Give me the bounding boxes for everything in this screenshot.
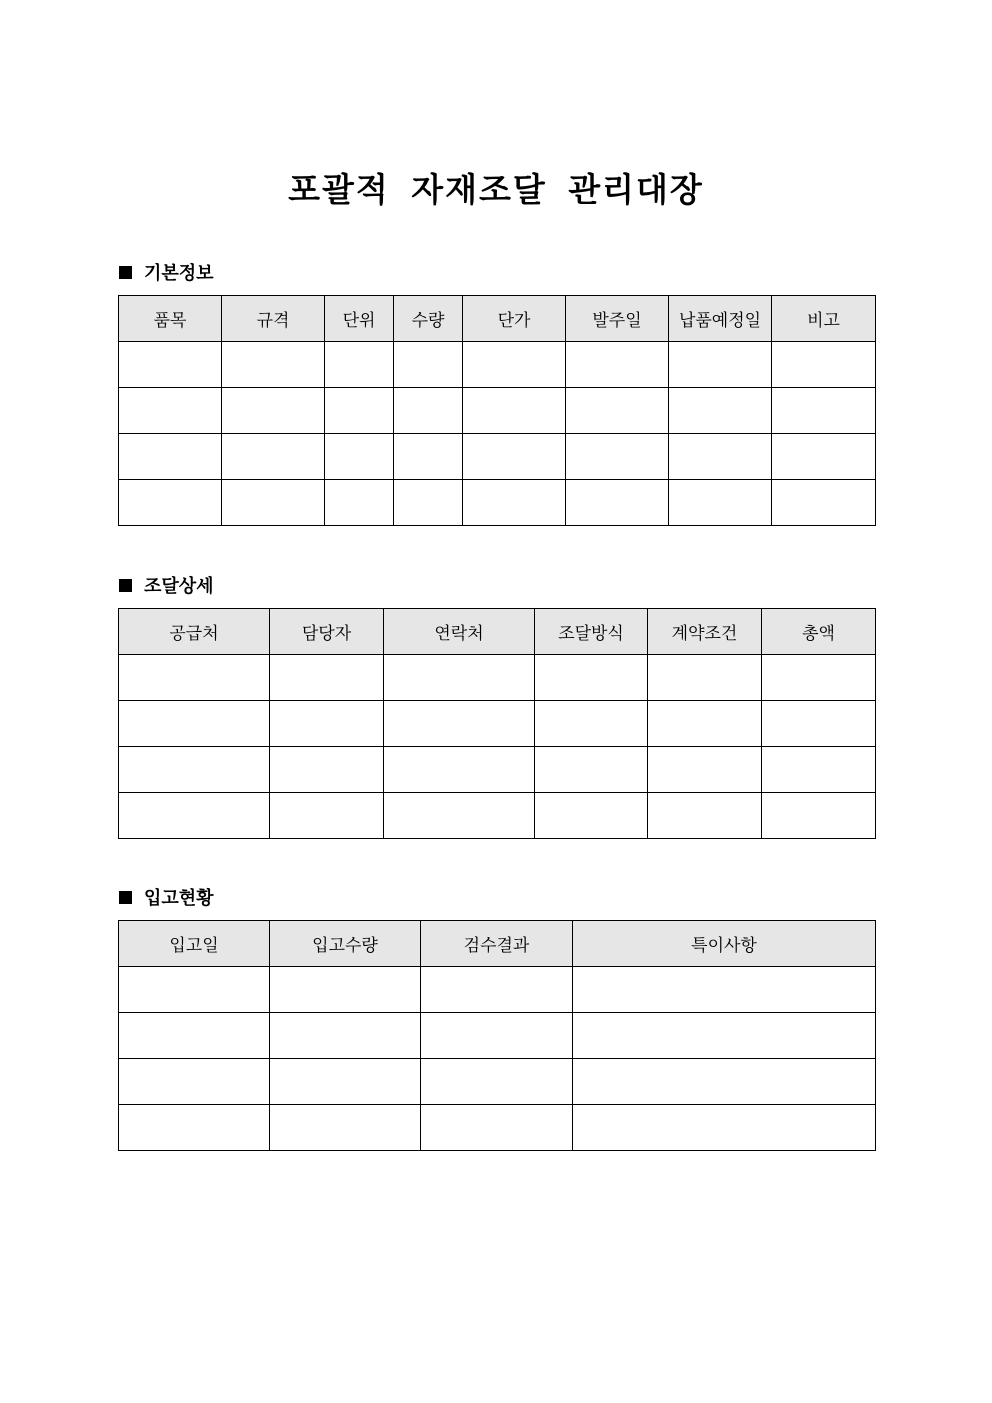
table-cell[interactable] [772, 480, 876, 526]
column-header: 총액 [762, 609, 876, 655]
table-cell[interactable] [566, 388, 669, 434]
table-cell[interactable] [762, 655, 876, 701]
section-heading-basic-info [119, 259, 214, 285]
table-cell[interactable] [566, 434, 669, 480]
table-cell[interactable] [270, 793, 384, 839]
table-cell[interactable] [421, 1013, 573, 1059]
table-cell[interactable] [394, 434, 463, 480]
table-row [119, 655, 876, 701]
table-row [119, 1105, 876, 1151]
table-cell[interactable] [119, 1059, 270, 1105]
column-header: 품목 [119, 296, 222, 342]
table-cell[interactable] [535, 793, 648, 839]
table-row [119, 747, 876, 793]
table-cell[interactable] [119, 701, 270, 747]
table-cell[interactable] [421, 967, 573, 1013]
table-cell[interactable] [648, 655, 762, 701]
table-cell[interactable] [463, 434, 566, 480]
table-cell[interactable] [669, 388, 772, 434]
table-cell[interactable] [325, 480, 394, 526]
table-cell[interactable] [648, 793, 762, 839]
table-row [119, 1059, 876, 1105]
table-row [119, 434, 876, 480]
table-row [119, 701, 876, 747]
section-heading-receiving-status [119, 884, 214, 910]
column-header: 비고 [772, 296, 876, 342]
column-header: 특이사항 [573, 921, 876, 967]
table-cell[interactable] [270, 655, 384, 701]
table-cell[interactable] [119, 655, 270, 701]
table-cell[interactable] [270, 1059, 421, 1105]
column-header: 입고일 [119, 921, 270, 967]
column-header: 연락처 [384, 609, 535, 655]
table-row [119, 388, 876, 434]
section-heading-label: 입고현황 [144, 888, 214, 909]
receiving-status-table [118, 920, 876, 1151]
table-cell[interactable] [325, 342, 394, 388]
table-cell[interactable] [384, 747, 535, 793]
table-cell[interactable] [762, 701, 876, 747]
table-header-row [119, 296, 876, 342]
table-cell[interactable] [384, 793, 535, 839]
table-cell[interactable] [669, 342, 772, 388]
column-header: 규격 [222, 296, 325, 342]
table-cell[interactable] [648, 747, 762, 793]
column-header: 계약조건 [648, 609, 762, 655]
table-cell[interactable] [566, 480, 669, 526]
table-row [119, 1013, 876, 1059]
table-cell[interactable] [119, 434, 222, 480]
table-cell[interactable] [270, 967, 421, 1013]
table-cell[interactable] [394, 342, 463, 388]
square-bullet-icon [119, 579, 132, 592]
table-cell[interactable] [270, 747, 384, 793]
table-cell[interactable] [222, 388, 325, 434]
table-row [119, 480, 876, 526]
column-header: 수량 [394, 296, 463, 342]
table-cell[interactable] [566, 342, 669, 388]
table-cell[interactable] [463, 342, 566, 388]
table-cell[interactable] [772, 342, 876, 388]
procurement-detail-table [118, 608, 876, 839]
column-header: 조달방식 [535, 609, 648, 655]
table-cell[interactable] [648, 701, 762, 747]
table-cell[interactable] [394, 388, 463, 434]
table-cell[interactable] [119, 342, 222, 388]
table-cell[interactable] [535, 655, 648, 701]
table-cell[interactable] [384, 701, 535, 747]
basic-info-table [118, 295, 876, 526]
table-cell[interactable] [325, 434, 394, 480]
table-row [119, 793, 876, 839]
table-cell[interactable] [119, 1105, 270, 1151]
table-cell[interactable] [119, 388, 222, 434]
table-cell[interactable] [573, 1059, 876, 1105]
table-cell[interactable] [535, 701, 648, 747]
table-cell[interactable] [669, 434, 772, 480]
table-cell[interactable] [421, 1059, 573, 1105]
table-cell[interactable] [119, 747, 270, 793]
column-header: 발주일 [566, 296, 669, 342]
table-header-row [119, 921, 876, 967]
table-cell[interactable] [772, 434, 876, 480]
table-cell[interactable] [119, 1013, 270, 1059]
table-row [119, 342, 876, 388]
column-header: 담당자 [270, 609, 384, 655]
square-bullet-icon [119, 891, 132, 904]
table-cell[interactable] [669, 480, 772, 526]
table-header-row [119, 609, 876, 655]
document-title: 포괄적 자재조달 관리대장 [288, 170, 704, 209]
table-cell[interactable] [325, 388, 394, 434]
column-header: 공급처 [119, 609, 270, 655]
table-cell[interactable] [573, 967, 876, 1013]
table-cell[interactable] [119, 793, 270, 839]
table-row [119, 967, 876, 1013]
table-cell[interactable] [421, 1105, 573, 1151]
table-cell[interactable] [222, 480, 325, 526]
square-bullet-icon [119, 266, 132, 279]
table-cell[interactable] [463, 480, 566, 526]
table-cell[interactable] [270, 1105, 421, 1151]
table-cell[interactable] [222, 342, 325, 388]
table-cell[interactable] [535, 747, 648, 793]
table-cell[interactable] [762, 747, 876, 793]
section-heading-label: 조달상세 [144, 576, 214, 597]
table-cell[interactable] [762, 793, 876, 839]
table-cell[interactable] [119, 480, 222, 526]
table-cell[interactable] [394, 480, 463, 526]
column-header: 단위 [325, 296, 394, 342]
table-cell[interactable] [772, 388, 876, 434]
column-header: 납품예정일 [669, 296, 772, 342]
column-header: 검수결과 [421, 921, 573, 967]
table-cell[interactable] [384, 655, 535, 701]
table-cell[interactable] [573, 1105, 876, 1151]
table-cell[interactable] [270, 701, 384, 747]
table-cell[interactable] [270, 1013, 421, 1059]
section-heading-procurement-detail [119, 572, 214, 598]
column-header: 입고수량 [270, 921, 421, 967]
table-cell[interactable] [222, 434, 325, 480]
table-cell[interactable] [463, 388, 566, 434]
table-cell[interactable] [573, 1013, 876, 1059]
column-header: 단가 [463, 296, 566, 342]
table-cell[interactable] [119, 967, 270, 1013]
section-heading-label: 기본정보 [144, 263, 214, 284]
